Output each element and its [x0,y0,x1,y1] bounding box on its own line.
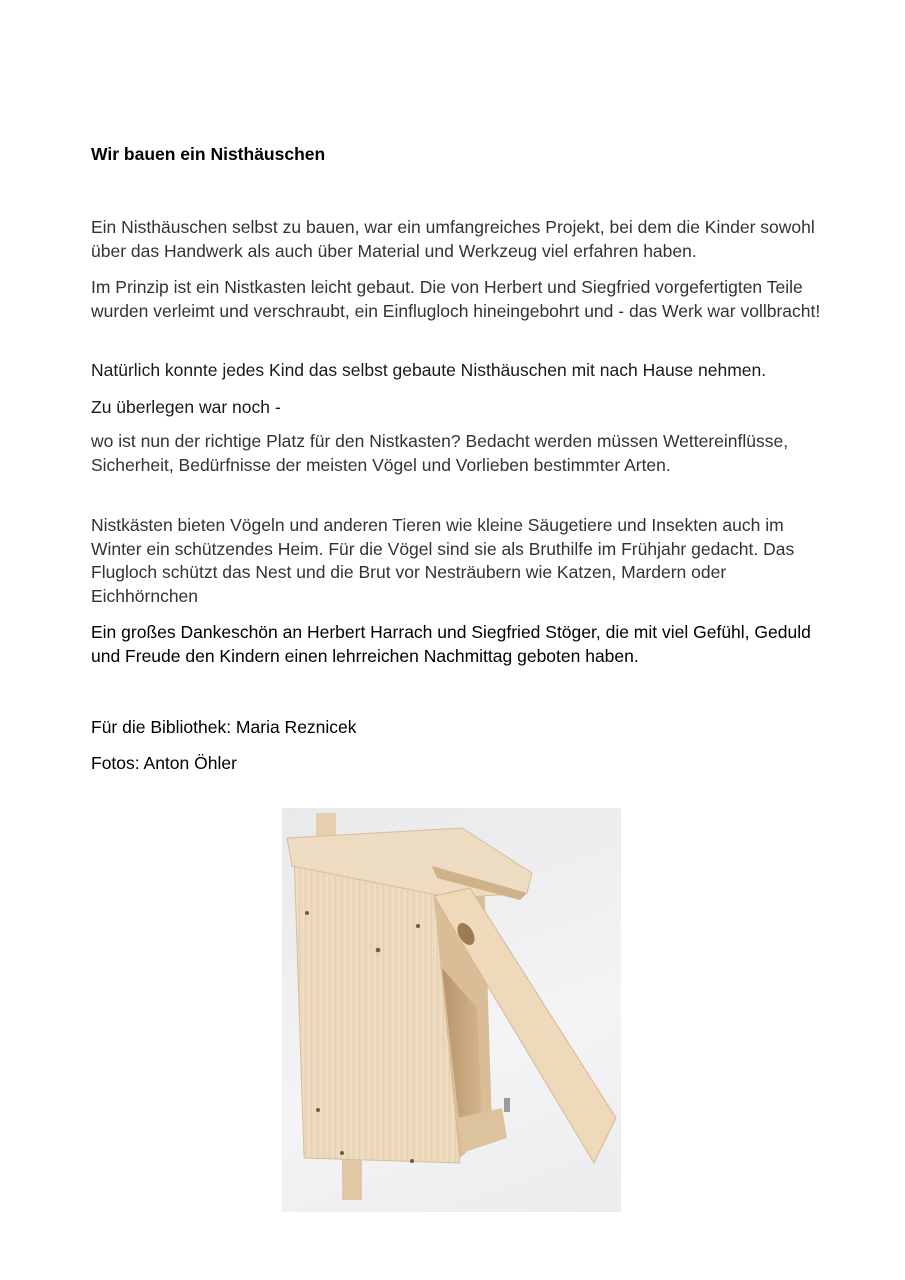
mounting-batten-bottom [342,1158,362,1200]
birdhouse-photo [282,808,621,1212]
paragraph-placement: wo ist nun der richtige Platz für den Nistkasten? Bedacht werden müssen Wettereinflüsse, Sicherheit, Bedürfnisse der meisten Vögel und Vorlieben bestimmter Arten. [91,431,789,475]
paragraph-take-home: Natürlich konnte jedes Kind das selbst gebaute Nisthäuschen mit nach Hause nehmen. [91,360,767,380]
hinge [504,1098,510,1112]
paragraph-construction: Im Prinzip ist ein Nistkasten leicht gebaut. Die von Herbert und Siegfried vorgefertigten Teile wurden verleimt und verschraubt, ein Einflugloch hineingebohrt und - das Werk war vollbracht! [91,277,821,321]
paragraph-purpose: Nistkästen bieten Vögeln und anderen Tieren wie kleine Säugetiere und Insekten auch im Winter ein schützendes Heim. Für die Vögel sind sie als Bruthilfe im Frühjahr gedacht. Das Flugloch schützt das Nest und die Brut vor Nesträubern wie Katzen, Mardern oder Eichhörnchen [91,515,795,606]
document-title: Wir bauen ein Nisthäuschen [91,144,326,164]
paragraph-intro: Ein Nisthäuschen selbst zu bauen, war ein umfangreiches Projekt, bei dem die Kinder sowohl über das Handwerk als auch über Material und Werkzeug viel erfahren haben. [91,217,815,261]
credit-library: Für die Bibliothek: Maria Reznicek [91,717,357,737]
paragraph-consider: Zu überlegen war noch - [91,397,281,417]
paragraph-thanks: Ein großes Dankeschön an Herbert Harrach und Siegfried Stöger, die mit viel Gefühl, Geduld und Freude den Kindern einen lehrreichen Nachmittag geboten haben. [91,622,811,666]
credit-photos: Fotos: Anton Öhler [91,753,237,773]
